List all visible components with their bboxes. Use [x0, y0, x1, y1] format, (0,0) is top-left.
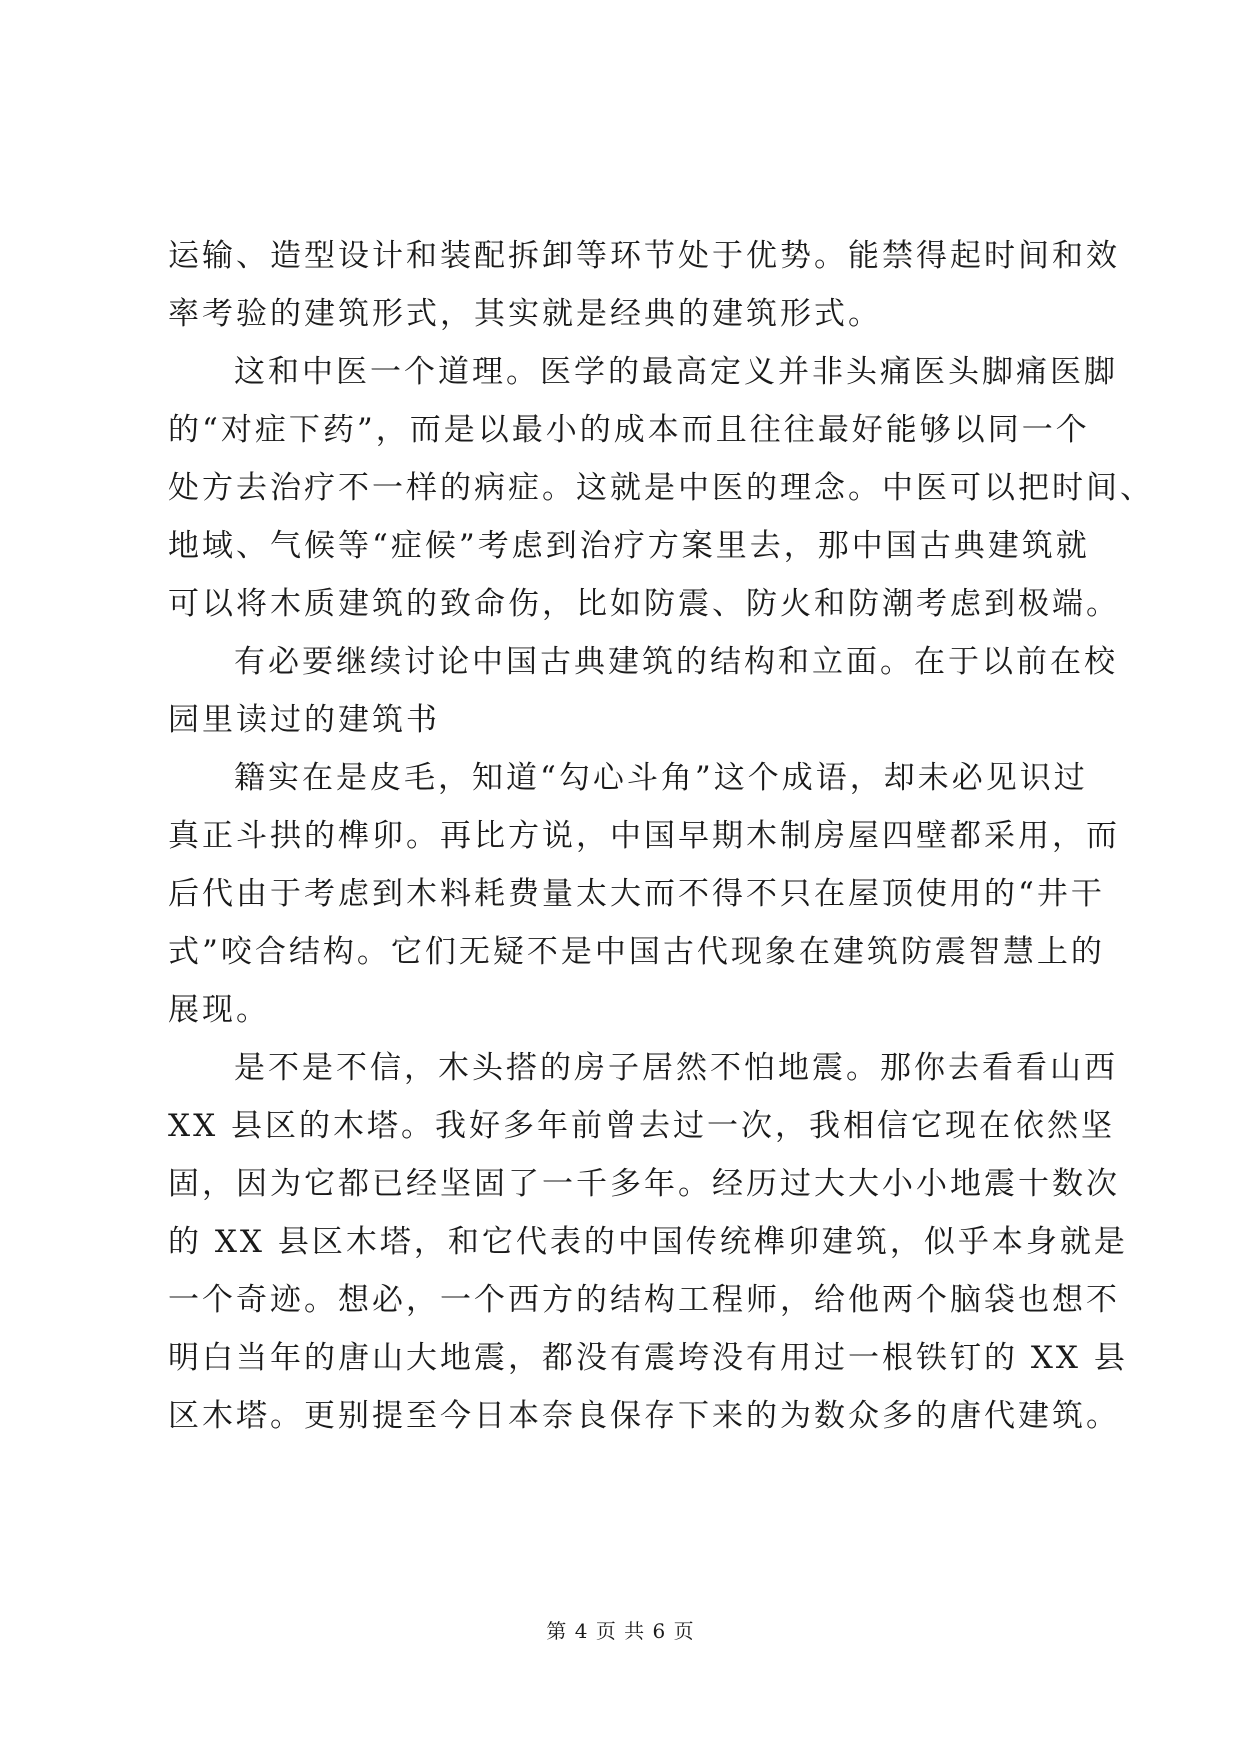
text-line: 展现。: [168, 992, 270, 1028]
text-line: 固，因为它都已经坚固了一千多年。经历过大大小小地震十数次: [168, 1166, 1120, 1202]
paragraph-start-line: 是不是不信，木头搭的房子居然不怕地震。那你去看看山西: [234, 1050, 1118, 1086]
text-line: 一个奇迹。想必，一个西方的结构工程师，给他两个脑袋也想不: [168, 1282, 1120, 1318]
body-text: [168, 227, 1154, 1445]
text-line: 运输、造型设计和装配拆卸等环节处于优势。能禁得起时间和效: [168, 238, 1120, 274]
paragraph-start-line: 籍实在是皮毛，知道“勾心斗角”这个成语，却未必见识过: [234, 760, 1088, 796]
paragraph-start-line: 这和中医一个道理。医学的最高定义并非头痛医头脚痛医脚: [234, 354, 1118, 390]
text-line: 地域、气候等“症候”考虑到治疗方案里去，那中国古典建筑就: [168, 528, 1090, 564]
text-line: 可以将木质建筑的致命伤，比如防震、防火和防潮考虑到极端。: [168, 586, 1120, 622]
text-line: 的“对症下药”，而是以最小的成本而且往往最好能够以同一个: [168, 412, 1090, 448]
text-line: 后代由于考虑到木料耗费量太大而不得不只在屋顶使用的“井干: [168, 876, 1105, 912]
text-line: 区木塔。更别提至今日本奈良保存下来的为数众多的唐代建筑。: [168, 1398, 1120, 1434]
text-line: XX 县区的木塔。我好多年前曾去过一次，我相信它现在依然坚: [168, 1108, 1115, 1144]
text-line: 园里读过的建筑书: [168, 702, 440, 738]
text-line: 真正斗拱的榫卯。再比方说，中国早期木制房屋四壁都采用，而: [168, 818, 1120, 854]
paragraph-start-line: 有必要继续讨论中国古典建筑的结构和立面。在于以前在校: [234, 644, 1118, 680]
text-line: 处方去治疗不一样的病症。这就是中医的理念。中医可以把时间、: [168, 470, 1154, 506]
text-line: 率考验的建筑形式，其实就是经典的建筑形式。: [168, 296, 882, 332]
text-line: 的 XX 县区木塔，和它代表的中国传统榫卯建筑，似乎本身就是: [168, 1224, 1128, 1260]
page-number-footer: 第 4 页 共 6 页: [546, 1619, 695, 1643]
text-line: 式”咬合结构。它们无疑不是中国古代现象在建筑防震智慧上的: [168, 934, 1105, 970]
text-line: 明白当年的唐山大地震，都没有震垮没有用过一根铁钉的 XX 县: [168, 1340, 1128, 1376]
